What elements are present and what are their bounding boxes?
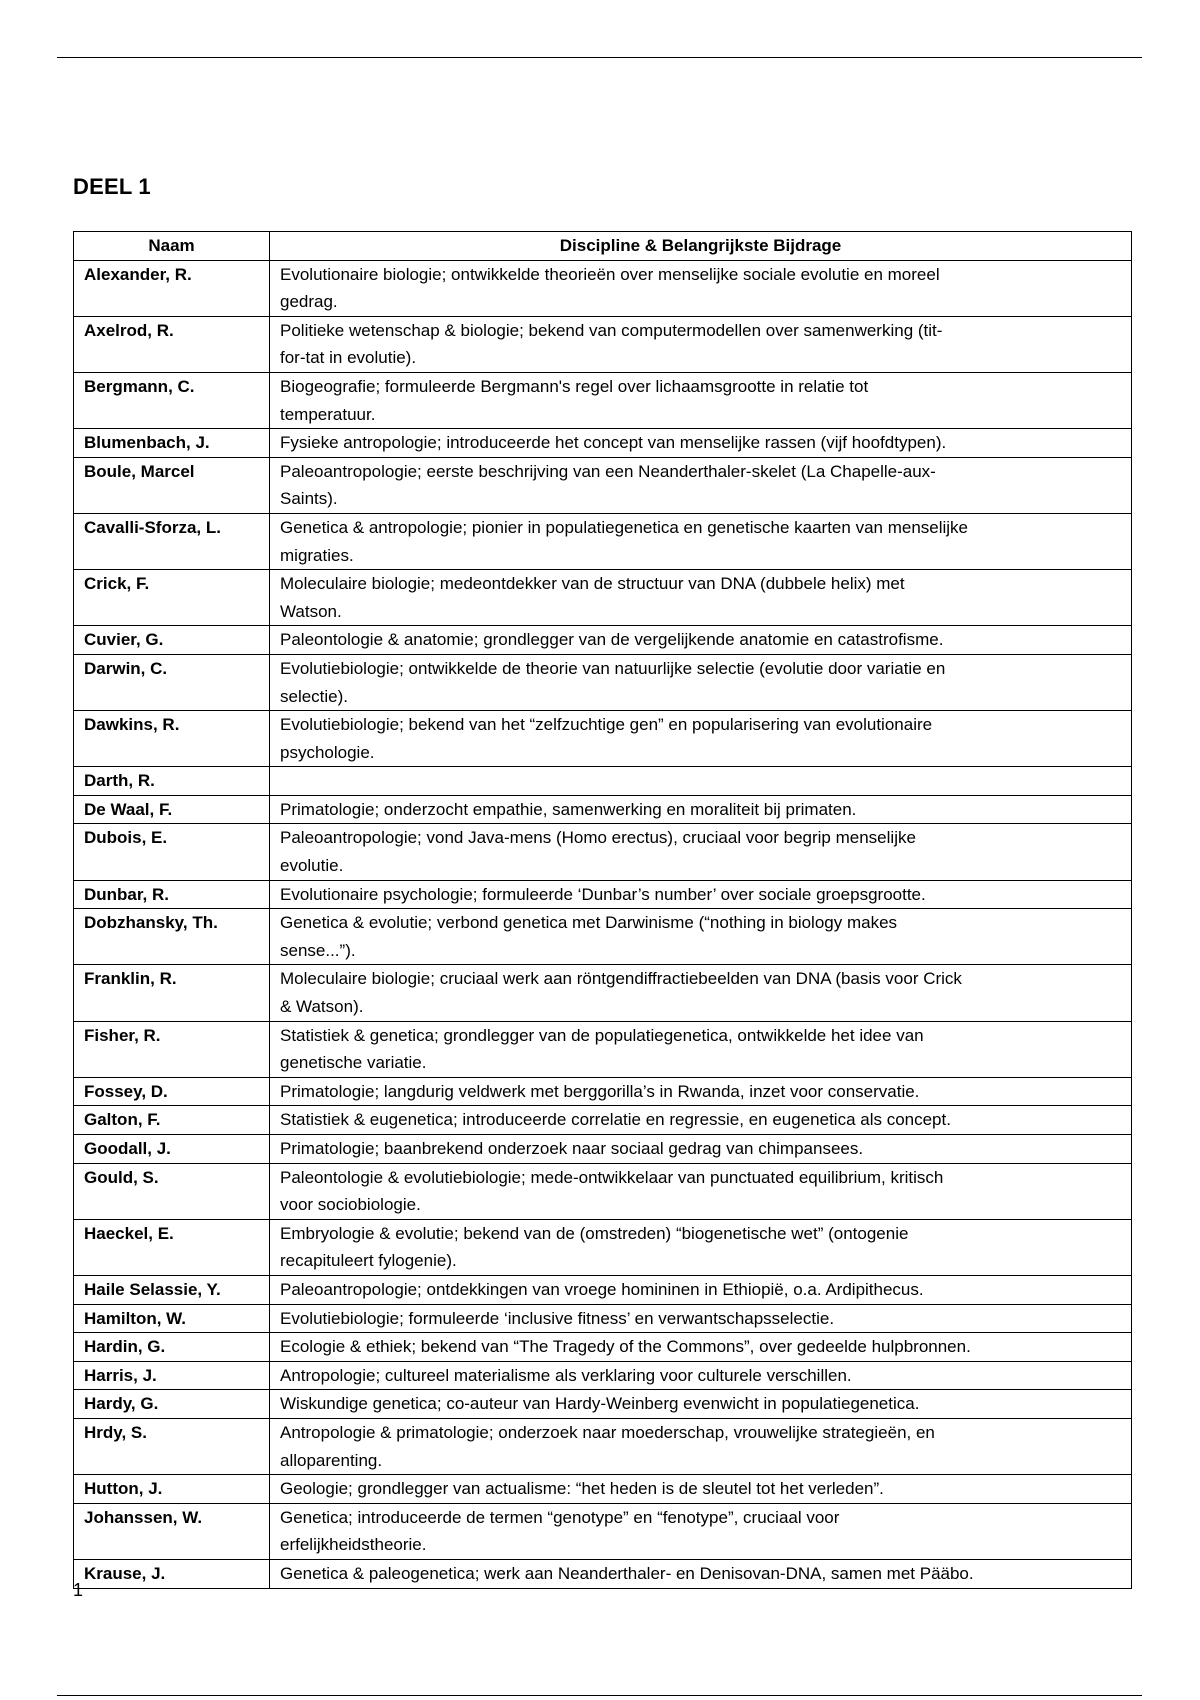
scientist-name-cell: Blumenbach, J.: [74, 429, 270, 458]
contribution-cell: Evolutiebiologie; bekend van het “zelfzuchtige gen” en popularisering van evolutionaire psychologie.: [270, 711, 1132, 767]
scientist-name-cell: Crick, F.: [74, 570, 270, 626]
table-row: [74, 965, 1132, 1021]
top-rule: [57, 57, 1142, 58]
contribution-cell: Primatologie; langdurig veldwerk met berggorilla’s in Rwanda, inzet voor conservatie.: [270, 1077, 1132, 1106]
contribution-cell: Statistiek & eugenetica; introduceerde correlatie en regressie, en eugenetica als concept.: [270, 1106, 1132, 1135]
contribution-cell: Moleculaire biologie; cruciaal werk aan röntgendiffractiebeelden van DNA (basis voor Crick & Watson).: [270, 965, 1132, 1021]
contribution-cell: Fysieke antropologie; introduceerde het concept van menselijke rassen (vijf hoofdtypen).: [270, 429, 1132, 458]
table-row: [74, 795, 1132, 824]
contribution-cell: Genetica & evolutie; verbond genetica met Darwinisme (“nothing in biology makes sense...”).: [270, 909, 1132, 965]
table-row: [74, 513, 1132, 569]
table-row: [74, 1275, 1132, 1304]
scientist-name-cell: Dunbar, R.: [74, 880, 270, 909]
scientist-name-cell: Alexander, R.: [74, 260, 270, 316]
table-row: [74, 767, 1132, 796]
scientist-name-cell: Hardy, G.: [74, 1390, 270, 1419]
table-row: [74, 570, 1132, 626]
contribution-cell: Antropologie; cultureel materialisme als verklaring voor culturele verschillen.: [270, 1361, 1132, 1390]
contribution-cell: Paleoantropologie; ontdekkingen van vroege homininen in Ethiopië, o.a. Ardipithecus.: [270, 1275, 1132, 1304]
scientist-name-cell: Darth, R.: [74, 767, 270, 796]
contribution-cell: Evolutionaire psychologie; formuleerde ‘Dunbar’s number’ over sociale groepsgrootte.: [270, 880, 1132, 909]
table-row: [74, 1503, 1132, 1559]
page-number: 1: [73, 1580, 84, 1600]
table-row: [74, 1077, 1132, 1106]
table-row: [74, 626, 1132, 655]
contributions-table: [73, 231, 1132, 1589]
table-row: [74, 824, 1132, 880]
scientist-name-cell: Bergmann, C.: [74, 372, 270, 428]
table-row: [74, 1361, 1132, 1390]
table-row: [74, 880, 1132, 909]
scientist-name-cell: Dobzhansky, Th.: [74, 909, 270, 965]
scientist-name-cell: Harris, J.: [74, 1361, 270, 1390]
contribution-cell: Evolutiebiologie; formuleerde ‘inclusive fitness’ en verwantschapsselectie.: [270, 1304, 1132, 1333]
contribution-cell: Primatologie; onderzocht empathie, samenwerking en moraliteit bij primaten.: [270, 795, 1132, 824]
scientist-name-cell: Fisher, R.: [74, 1021, 270, 1077]
table-body: [74, 260, 1132, 1588]
scientist-name-cell: Darwin, C.: [74, 654, 270, 710]
table-row: [74, 1163, 1132, 1219]
section-heading: DEEL 1: [73, 174, 151, 199]
table-row: [74, 1304, 1132, 1333]
contribution-cell: Paleontologie & anatomie; grondlegger van de vergelijkende anatomie en catastrofisme.: [270, 626, 1132, 655]
contribution-cell: Genetica & paleogenetica; werk aan Neanderthaler- en Denisovan-DNA, samen met Pääbo.: [270, 1559, 1132, 1588]
scientist-name-cell: Franklin, R.: [74, 965, 270, 1021]
table-row: [74, 1418, 1132, 1474]
contribution-cell: Evolutiebiologie; ontwikkelde de theorie van natuurlijke selectie (evolutie door variatie en selectie).: [270, 654, 1132, 710]
table-row: [74, 1021, 1132, 1077]
scientist-name-cell: Hardin, G.: [74, 1333, 270, 1362]
contribution-cell: [270, 767, 1132, 796]
scientist-name-cell: Dubois, E.: [74, 824, 270, 880]
table-row: [74, 1559, 1132, 1588]
table-row: [74, 1333, 1132, 1362]
contribution-cell: Wiskundige genetica; co-auteur van Hardy-Weinberg evenwicht in populatiegenetica.: [270, 1390, 1132, 1419]
table-row: [74, 909, 1132, 965]
contribution-cell: Statistiek & genetica; grondlegger van de populatiegenetica, ontwikkelde het idee van genetische variatie.: [270, 1021, 1132, 1077]
scientist-name-cell: Fossey, D.: [74, 1077, 270, 1106]
contribution-cell: Moleculaire biologie; medeontdekker van de structuur van DNA (dubbele helix) met Watson.: [270, 570, 1132, 626]
bottom-rule: [57, 1695, 1142, 1696]
contribution-cell: Paleoantropologie; eerste beschrijving van een Neanderthaler-skelet (La Chapelle-aux- Saints).: [270, 457, 1132, 513]
column-header-contribution: Discipline & Belangrijkste Bijdrage: [270, 232, 1132, 261]
scientist-name-cell: Haeckel, E.: [74, 1219, 270, 1275]
scientist-name-cell: Gould, S.: [74, 1163, 270, 1219]
scientist-name-cell: De Waal, F.: [74, 795, 270, 824]
contribution-cell: Genetica; introduceerde de termen “genotype” en “fenotype”, cruciaal voor erfelijkheidstheorie.: [270, 1503, 1132, 1559]
scientist-name-cell: Cavalli-Sforza, L.: [74, 513, 270, 569]
table-row: [74, 1219, 1132, 1275]
contribution-cell: Politieke wetenschap & biologie; bekend van computermodellen over samenwerking (tit- for-tat in evolutie).: [270, 316, 1132, 372]
scientist-name-cell: Goodall, J.: [74, 1135, 270, 1164]
contribution-cell: Paleontologie & evolutiebiologie; mede-ontwikkelaar van punctuated equilibrium, kritisch voor sociobiologie.: [270, 1163, 1132, 1219]
table-row: [74, 654, 1132, 710]
scientist-name-cell: Dawkins, R.: [74, 711, 270, 767]
contribution-cell: Paleoantropologie; vond Java-mens (Homo erectus), cruciaal voor begrip menselijke evolutie.: [270, 824, 1132, 880]
contribution-cell: Ecologie & ethiek; bekend van “The Tragedy of the Commons”, over gedeelde hulpbronnen.: [270, 1333, 1132, 1362]
scientist-name-cell: Galton, F.: [74, 1106, 270, 1135]
table-row: [74, 457, 1132, 513]
scientist-name-cell: Krause, J.: [74, 1559, 270, 1588]
contribution-cell: Geologie; grondlegger van actualisme: “het heden is de sleutel tot het verleden”.: [270, 1475, 1132, 1504]
table-row: [74, 316, 1132, 372]
contribution-cell: Evolutionaire biologie; ontwikkelde theorieën over menselijke sociale evolutie en moreel gedrag.: [270, 260, 1132, 316]
scientist-name-cell: Hamilton, W.: [74, 1304, 270, 1333]
contribution-cell: Genetica & antropologie; pionier in populatiegenetica en genetische kaarten van menselijke migraties.: [270, 513, 1132, 569]
scientist-name-cell: Axelrod, R.: [74, 316, 270, 372]
scientist-name-cell: Johanssen, W.: [74, 1503, 270, 1559]
table-row: [74, 260, 1132, 316]
table-row: [74, 711, 1132, 767]
contribution-cell: Embryologie & evolutie; bekend van de (omstreden) “biogenetische wet” (ontogenie recapituleert fylogenie).: [270, 1219, 1132, 1275]
contribution-cell: Primatologie; baanbrekend onderzoek naar sociaal gedrag van chimpansees.: [270, 1135, 1132, 1164]
table-row: [74, 1106, 1132, 1135]
scientist-name-cell: Hutton, J.: [74, 1475, 270, 1504]
table-header-row: [74, 232, 1132, 261]
scientist-name-cell: Haile Selassie, Y.: [74, 1275, 270, 1304]
contribution-cell: Biogeografie; formuleerde Bergmann's regel over lichaamsgrootte in relatie tot temperatuur.: [270, 372, 1132, 428]
table-row: [74, 1475, 1132, 1504]
scientist-name-cell: Hrdy, S.: [74, 1418, 270, 1474]
scientist-name-cell: Boule, Marcel: [74, 457, 270, 513]
table-row: [74, 429, 1132, 458]
table-row: [74, 1390, 1132, 1419]
contribution-cell: Antropologie & primatologie; onderzoek naar moederschap, vrouwelijke strategieën, en alloparenting.: [270, 1418, 1132, 1474]
table-row: [74, 372, 1132, 428]
scientist-name-cell: Cuvier, G.: [74, 626, 270, 655]
column-header-name: Naam: [74, 232, 270, 261]
table-row: [74, 1135, 1132, 1164]
